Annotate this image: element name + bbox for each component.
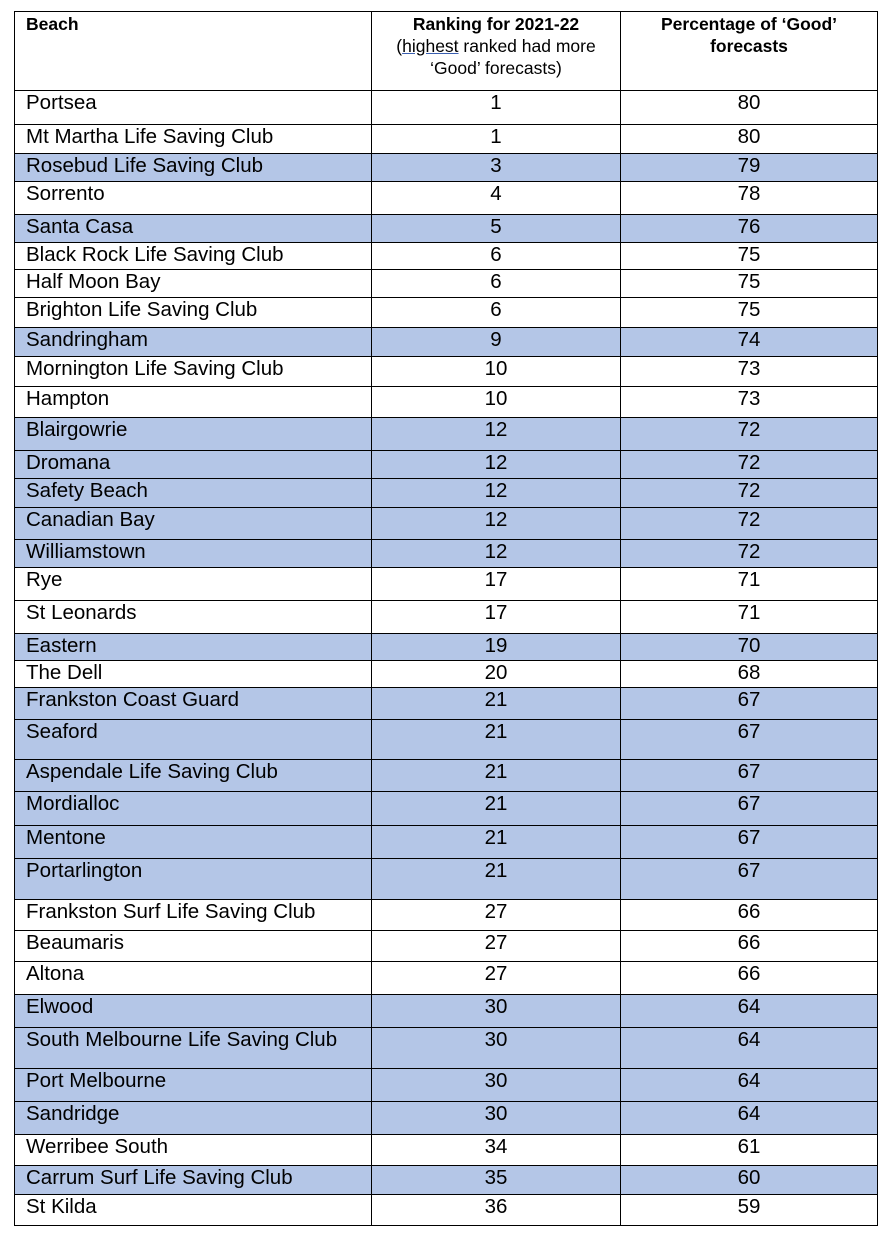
- rank-cell: 12: [372, 540, 621, 568]
- table-row: [15, 357, 878, 387]
- percent-cell: 67: [621, 826, 878, 859]
- beach-cell: St Kilda: [15, 1195, 372, 1226]
- rank-cell: 19: [372, 634, 621, 661]
- beach-cell: Hampton: [15, 387, 372, 418]
- percent-cell: 75: [621, 298, 878, 328]
- beach-header-label: Beach: [26, 14, 79, 34]
- table-row: [15, 661, 878, 688]
- table-header-row: [15, 12, 878, 91]
- table-row: [15, 125, 878, 154]
- table-row: [15, 1135, 878, 1166]
- beach-cell: Black Rock Life Saving Club: [15, 243, 372, 270]
- table-row: [15, 418, 878, 451]
- percent-cell: 68: [621, 661, 878, 688]
- table-row: [15, 243, 878, 270]
- beach-cell: St Leonards: [15, 601, 372, 634]
- rank-cell: 6: [372, 298, 621, 328]
- rank-cell: 27: [372, 900, 621, 931]
- beach-cell: The Dell: [15, 661, 372, 688]
- table-row: [15, 387, 878, 418]
- ranking-header-title: Ranking for 2021-22: [412, 14, 580, 34]
- rank-cell: 6: [372, 270, 621, 298]
- percent-cell: 66: [621, 931, 878, 962]
- rank-cell: 21: [372, 688, 621, 720]
- table-row: [15, 1166, 878, 1195]
- rank-cell: 3: [372, 154, 621, 182]
- percent-cell: 70: [621, 634, 878, 661]
- beach-cell: Half Moon Bay: [15, 270, 372, 298]
- rank-cell: 12: [372, 451, 621, 479]
- rank-cell: 17: [372, 568, 621, 601]
- rank-cell: 30: [372, 1028, 621, 1069]
- table-row: [15, 215, 878, 243]
- rank-cell: 12: [372, 418, 621, 451]
- percent-cell: 80: [621, 91, 878, 125]
- rank-cell: 17: [372, 601, 621, 634]
- percent-cell: 79: [621, 154, 878, 182]
- table-row: [15, 931, 878, 962]
- table-row: [15, 568, 878, 601]
- table-row: [15, 900, 878, 931]
- table-row: [15, 328, 878, 357]
- percent-cell: 60: [621, 1166, 878, 1195]
- rank-cell: 27: [372, 931, 621, 962]
- rank-cell: 12: [372, 508, 621, 540]
- beach-cell: South Melbourne Life Saving Club: [15, 1028, 372, 1069]
- percent-cell: 66: [621, 900, 878, 931]
- table-row: [15, 479, 878, 508]
- beach-cell: Elwood: [15, 995, 372, 1028]
- beach-cell: Beaumaris: [15, 931, 372, 962]
- table-row: [15, 1069, 878, 1102]
- table-row: [15, 451, 878, 479]
- rank-cell: 30: [372, 1069, 621, 1102]
- beach-cell: Rosebud Life Saving Club: [15, 154, 372, 182]
- beach-cell: Werribee South: [15, 1135, 372, 1166]
- percent-cell: 74: [621, 328, 878, 357]
- beach-cell: Mordialloc: [15, 792, 372, 826]
- percent-cell: 72: [621, 540, 878, 568]
- rank-cell: 4: [372, 182, 621, 215]
- rank-cell: 1: [372, 91, 621, 125]
- ranking-note-rest: ranked had more: [458, 36, 596, 56]
- ranking-note-underlined: highest: [402, 36, 459, 56]
- beach-cell: Dromana: [15, 451, 372, 479]
- beach-ranking-table: [14, 11, 878, 1226]
- percentage-header-line1: Percentage of ‘Good’: [661, 14, 837, 34]
- rank-cell: 27: [372, 962, 621, 995]
- table-row: [15, 1102, 878, 1135]
- table-row: [15, 634, 878, 661]
- table-row: [15, 508, 878, 540]
- ranking-column-header: [372, 12, 621, 91]
- rank-cell: 35: [372, 1166, 621, 1195]
- beach-cell: Frankston Surf Life Saving Club: [15, 900, 372, 931]
- table-row: [15, 182, 878, 215]
- beach-cell: Portsea: [15, 91, 372, 125]
- rank-cell: 30: [372, 995, 621, 1028]
- percentage-header-line2: forecasts: [710, 36, 788, 56]
- percent-cell: 71: [621, 601, 878, 634]
- beach-cell: Mentone: [15, 826, 372, 859]
- percent-cell: 64: [621, 995, 878, 1028]
- beach-cell: Rye: [15, 568, 372, 601]
- rank-cell: 20: [372, 661, 621, 688]
- rank-cell: 1: [372, 125, 621, 154]
- table-row: [15, 720, 878, 760]
- table-row: [15, 995, 878, 1028]
- beach-cell: Portarlington: [15, 859, 372, 900]
- table-row: [15, 1028, 878, 1069]
- table-row: [15, 826, 878, 859]
- percent-cell: 64: [621, 1028, 878, 1069]
- rank-cell: 21: [372, 826, 621, 859]
- rank-cell: 21: [372, 760, 621, 792]
- rank-cell: 5: [372, 215, 621, 243]
- table-row: [15, 298, 878, 328]
- percentage-column-header: [621, 12, 878, 91]
- table-row: [15, 859, 878, 900]
- percent-cell: 75: [621, 243, 878, 270]
- percent-cell: 67: [621, 792, 878, 826]
- rank-cell: 6: [372, 243, 621, 270]
- table-row: [15, 270, 878, 298]
- table-row: [15, 91, 878, 125]
- beach-cell: Altona: [15, 962, 372, 995]
- beach-cell: Port Melbourne: [15, 1069, 372, 1102]
- percent-cell: 76: [621, 215, 878, 243]
- percent-cell: 75: [621, 270, 878, 298]
- percent-cell: 80: [621, 125, 878, 154]
- percent-cell: 66: [621, 962, 878, 995]
- table-row: [15, 792, 878, 826]
- ranking-header-note-line2: ‘Good’ forecasts): [430, 58, 562, 78]
- beach-cell: Santa Casa: [15, 215, 372, 243]
- table-row: [15, 688, 878, 720]
- beach-cell: Williamstown: [15, 540, 372, 568]
- rank-cell: 9: [372, 328, 621, 357]
- percent-cell: 73: [621, 357, 878, 387]
- table-row: [15, 962, 878, 995]
- beach-cell: Safety Beach: [15, 479, 372, 508]
- percent-cell: 64: [621, 1102, 878, 1135]
- beach-column-header: [15, 12, 372, 91]
- percent-cell: 64: [621, 1069, 878, 1102]
- beach-cell: Frankston Coast Guard: [15, 688, 372, 720]
- percent-cell: 59: [621, 1195, 878, 1226]
- beach-cell: Seaford: [15, 720, 372, 760]
- percent-cell: 67: [621, 720, 878, 760]
- percent-cell: 72: [621, 479, 878, 508]
- percent-cell: 61: [621, 1135, 878, 1166]
- table-row: [15, 760, 878, 792]
- beach-cell: Carrum Surf Life Saving Club: [15, 1166, 372, 1195]
- percent-cell: 72: [621, 418, 878, 451]
- beach-cell: Blairgowrie: [15, 418, 372, 451]
- percent-cell: 67: [621, 688, 878, 720]
- percent-cell: 67: [621, 859, 878, 900]
- rank-cell: 34: [372, 1135, 621, 1166]
- rank-cell: 10: [372, 357, 621, 387]
- ranking-header-note: [372, 35, 620, 57]
- rank-cell: 36: [372, 1195, 621, 1226]
- rank-cell: 21: [372, 792, 621, 826]
- percent-cell: 78: [621, 182, 878, 215]
- percent-cell: 67: [621, 760, 878, 792]
- table-row: [15, 540, 878, 568]
- beach-cell: Sandridge: [15, 1102, 372, 1135]
- table-body: [15, 91, 878, 1226]
- rank-cell: 30: [372, 1102, 621, 1135]
- rank-cell: 12: [372, 479, 621, 508]
- rank-cell: 21: [372, 720, 621, 760]
- ranking-note-open: (: [396, 36, 403, 56]
- rank-cell: 10: [372, 387, 621, 418]
- percent-cell: 72: [621, 451, 878, 479]
- table-row: [15, 601, 878, 634]
- rank-cell: 21: [372, 859, 621, 900]
- table-row: [15, 1195, 878, 1226]
- beach-cell: Sorrento: [15, 182, 372, 215]
- beach-cell: Mornington Life Saving Club: [15, 357, 372, 387]
- percent-cell: 71: [621, 568, 878, 601]
- beach-cell: Eastern: [15, 634, 372, 661]
- beach-cell: Sandringham: [15, 328, 372, 357]
- table-row: [15, 154, 878, 182]
- beach-cell: Aspendale Life Saving Club: [15, 760, 372, 792]
- percent-cell: 72: [621, 508, 878, 540]
- beach-ranking-table-container: [14, 11, 877, 1226]
- percent-cell: 73: [621, 387, 878, 418]
- beach-cell: Brighton Life Saving Club: [15, 298, 372, 328]
- beach-cell: Canadian Bay: [15, 508, 372, 540]
- beach-cell: Mt Martha Life Saving Club: [15, 125, 372, 154]
